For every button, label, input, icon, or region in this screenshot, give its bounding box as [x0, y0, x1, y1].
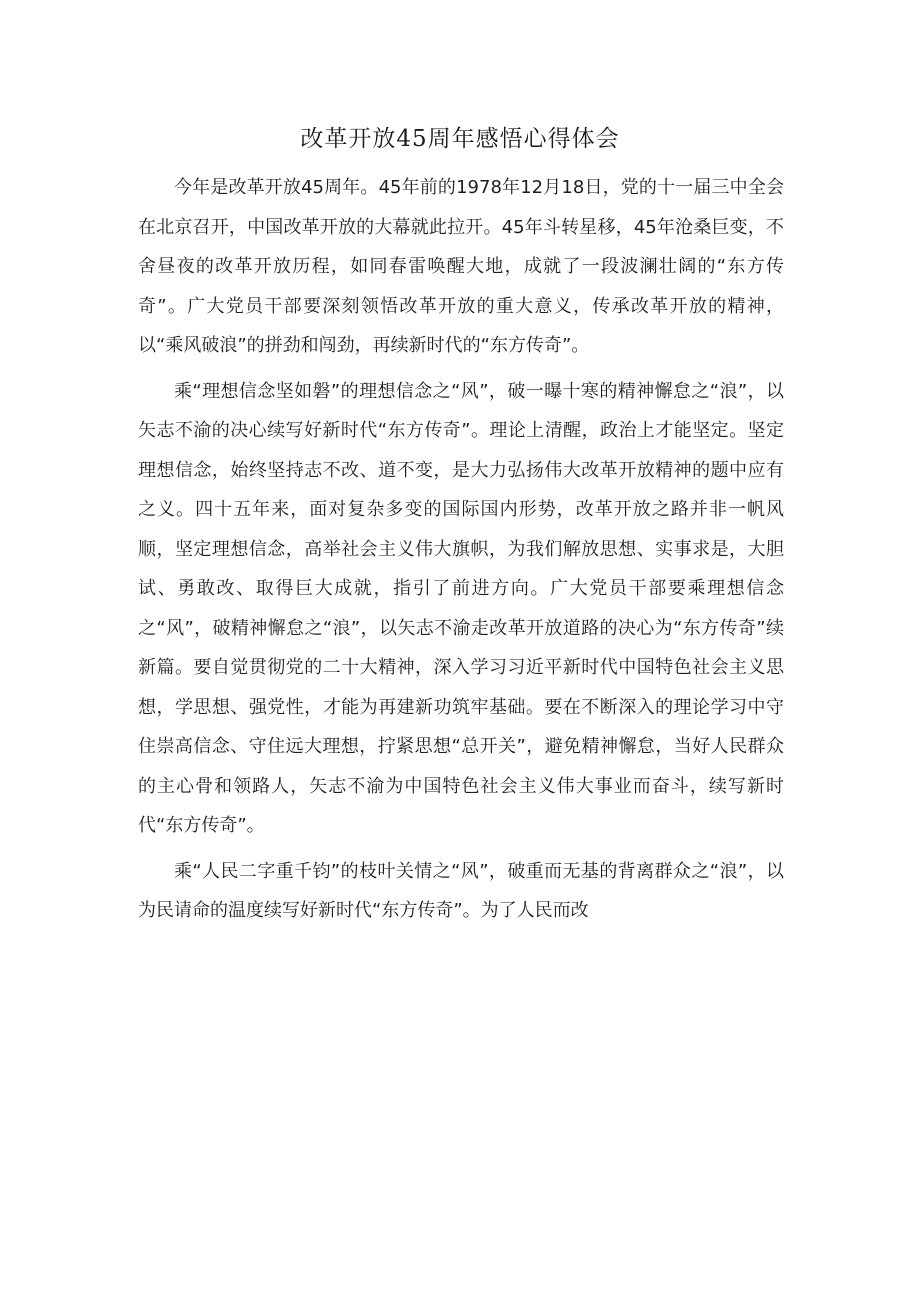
- paragraph-ideals: 乘“理想信念坚如磐”的理想信念之“风”，破一曝十寒的精神懈怠之“浪”，以矢志不渝的决心续写好新时代“东方传奇”。理论上清醒，政治上才能坚定。坚定理想信念，始终坚持志不改、道不变，是大力弘扬伟大改革开放精神的题中应有之义。四十五年来，面对复杂多变的国际国内形势，改革开放之路并非一帆风顺，坚定理想信念，高举社会主义伟大旗帜，为我们解放思想、实事求是，大胆试、勇敢改、取得巨大成就，指引了前进方向。广大党员干部要乘理想信念之“风”，破精神懈怠之“浪”，以矢志不渝走改革开放道路的决心为“东方传奇”续新篇。要自觉贯彻党的二十大精神，深入学习习近平新时代中国特色社会主义思想，学思想、强党性，才能为再建新功筑牢基础。要在不断深入的理论学习中守住崇高信念、守住远大理想，拧紧思想“总开关”，避免精神懈怠，当好人民群众的主心骨和领路人，矢志不渝为中国特色社会主义伟大事业而奋斗，续写新时代“东方传奇”。: [138, 380, 784, 836]
- document-body: [138, 168, 784, 937]
- document-title: 改革开放45周年感悟心得体会: [300, 126, 620, 152]
- paragraph-people: 乘“人民二字重千钧”的枝叶关情之“风”，破重而无基的背离群众之“浪”，以为民请命的温度续写好新时代“东方传奇”。为了人民而改: [138, 860, 784, 921]
- paragraph-intro: 今年是改革开放45周年。45年前的1978年12月18日，党的十一届三中全会在北京召开，中国改革开放的大幕就此拉开。45年斗转星移，45年沧桑巨变，不舍昼夜的改革开放历程，如同春雷唤醒大地，成就了一段波澜壮阔的“东方传奇”。广大党员干部要深刻领悟改革开放的重大意义，传承改革开放的精神，以“乘风破浪”的拼劲和闯劲，再续新时代的“东方传奇”。: [138, 177, 784, 356]
